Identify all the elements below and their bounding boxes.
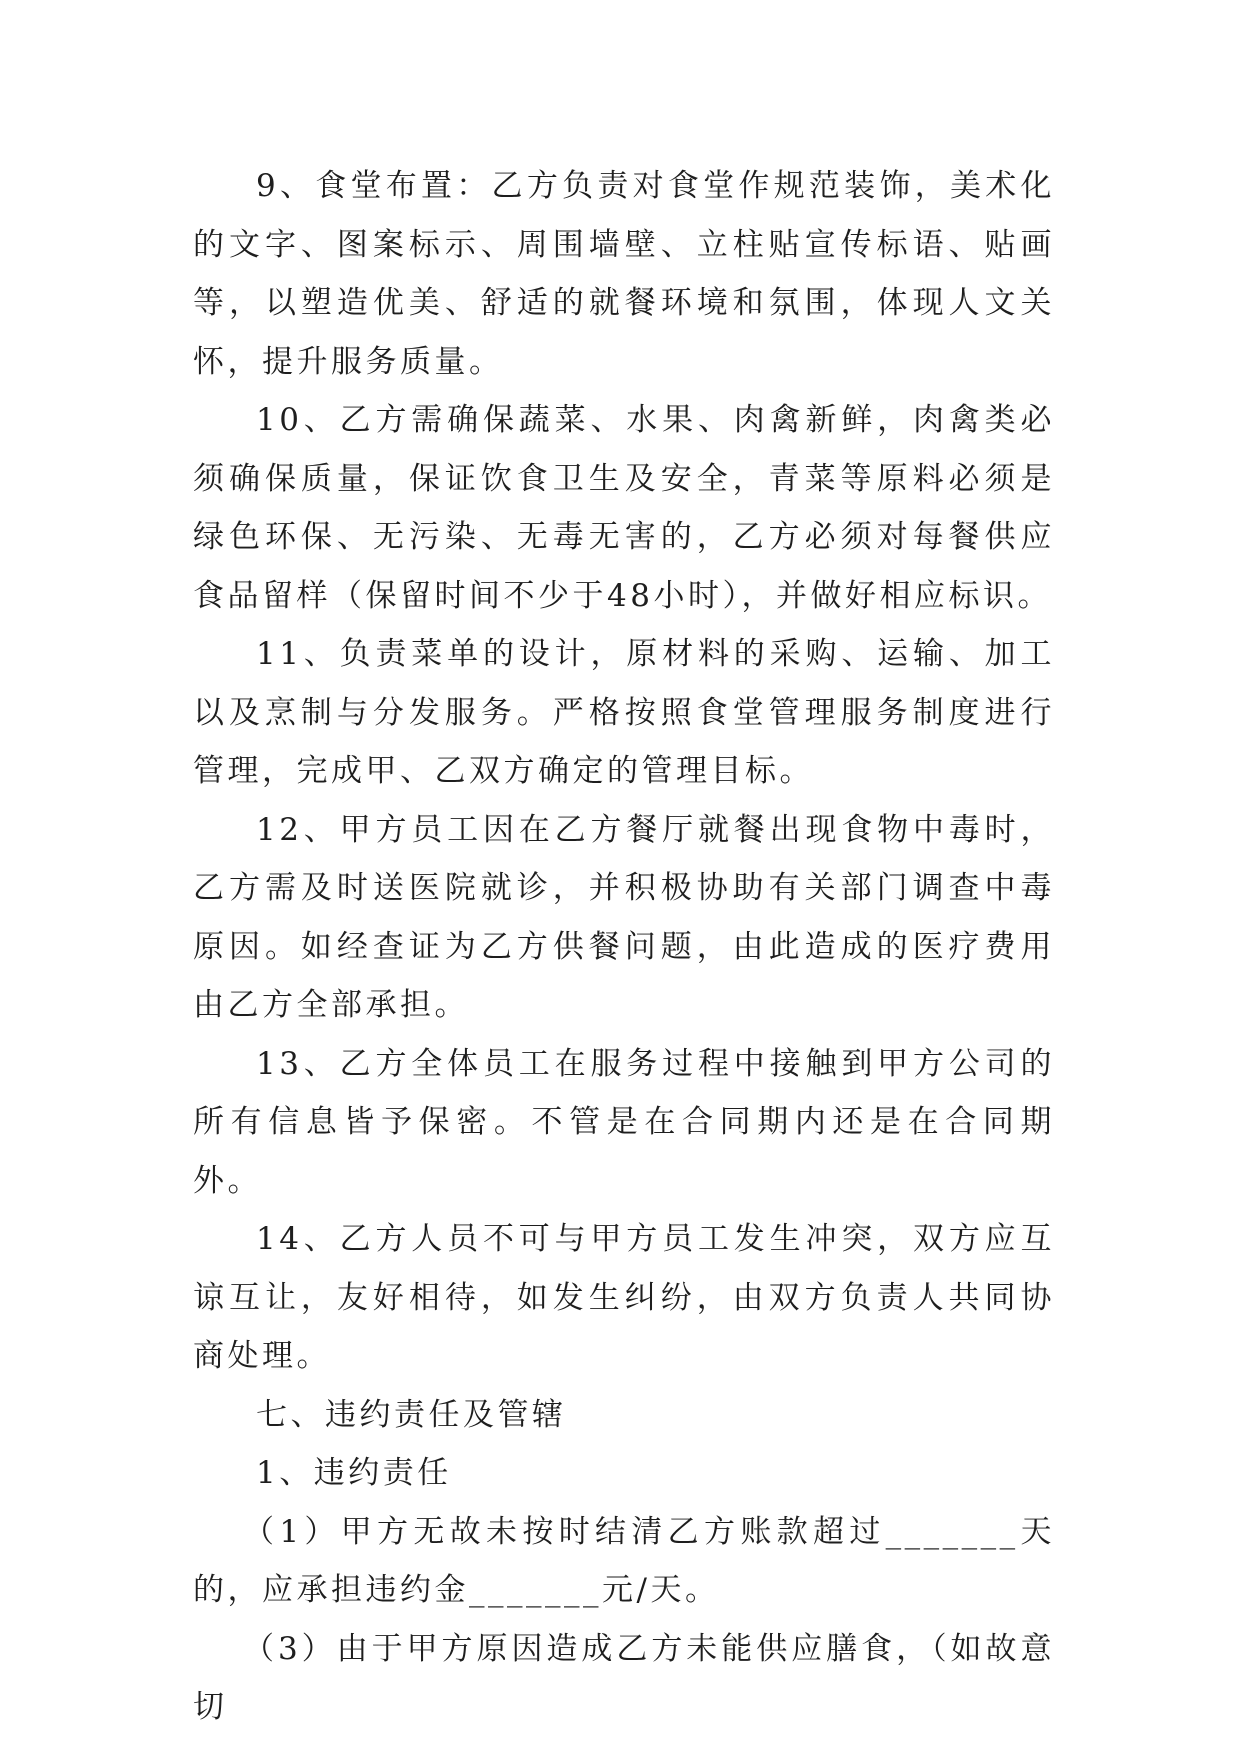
clause-9-canteen-decoration: 9、食堂布置：乙方负责对食堂作规范装饰，美术化的文字、图案标示、周围墙壁、立柱贴宣传标语、贴画等，以塑造优美、舒适的就餐环境和氛围，体现人文关怀，提升服务质量。 (193, 168, 1055, 380)
item-1-payment-default: （1）甲方无故未按时结清乙方账款超过_______天的，应承担违约金_______元/天。 (193, 1513, 1055, 1608)
contract-body (193, 157, 1055, 1737)
clause-13-confidentiality: 13、乙方全体员工在服务过程中接触到甲方公司的所有信息皆予保密。不管是在合同期内还是在合同期外。 (193, 1045, 1055, 1199)
clause-12-food-poisoning: 12、甲方员工因在乙方餐厅就餐出现食物中毒时，乙方需及时送医院就诊，并积极协助有关部门调查中毒原因。如经查证为乙方供餐问题，由此造成的医疗费用由乙方全部承担。 (193, 811, 1055, 1023)
subsection-1-heading: 1、违约责任 (256, 1455, 452, 1491)
section-7-heading: 七、违约责任及管辖 (256, 1396, 567, 1433)
clause-14-conflict-resolution: 14、乙方人员不可与甲方员工发生冲突，双方应互谅互让，友好相待，如发生纠纷，由双方负责人共同协商处理。 (193, 1221, 1055, 1374)
clause-10-food-freshness: 10、乙方需确保蔬菜、水果、肉禽新鲜，肉禽类必须确保质量，保证饮食卫生及安全，青菜等原料必须是绿色环保、无污染、无毒无害的，乙方必须对每餐供应食品留样（保留时间不少于48小时），并做好相应标识。 (193, 402, 1055, 614)
clause-11-menu-design: 11、负责菜单的设计，原材料的采购、运输、加工以及烹制与分发服务。严格按照食堂管理服务制度进行管理，完成甲、乙双方确定的管理目标。 (193, 636, 1055, 789)
item-3-meal-supply-failure: （3）由于甲方原因造成乙方未能供应膳食，（如故意切 (193, 1630, 1055, 1725)
